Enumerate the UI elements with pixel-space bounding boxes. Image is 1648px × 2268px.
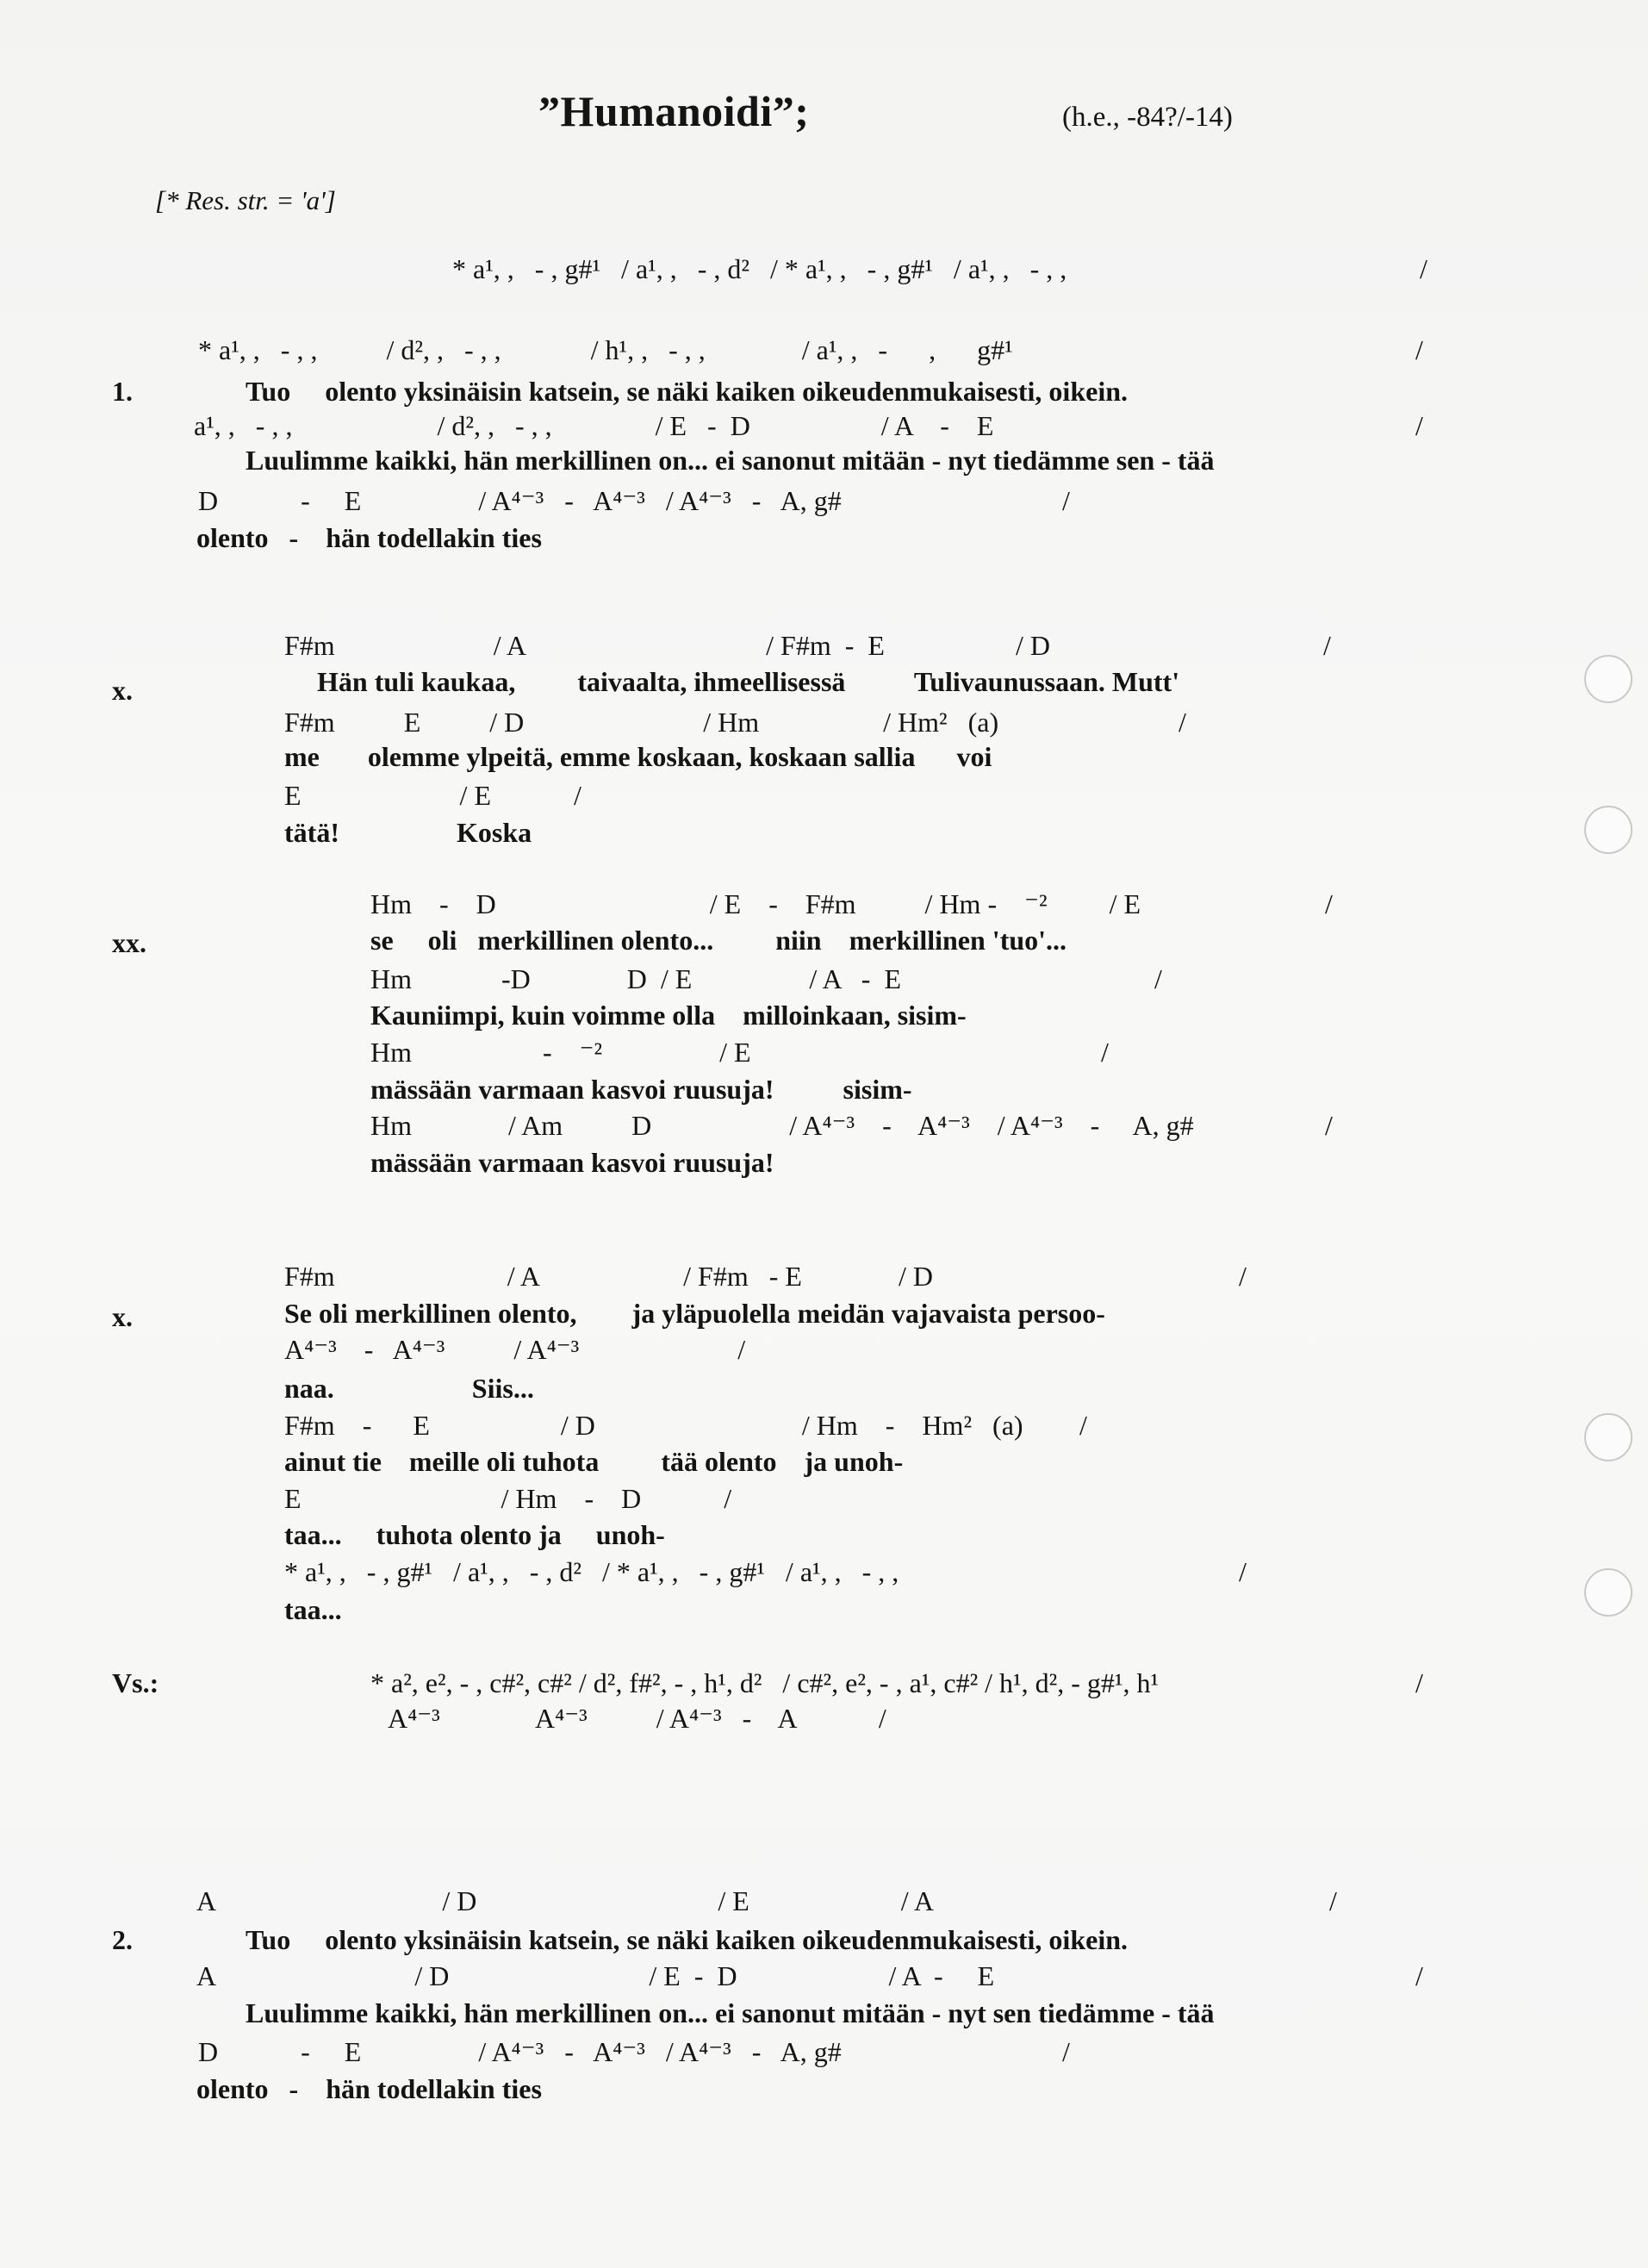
lyric-line: me olemme ylpeitä, emme koskaan, koskaan sallia voi [284,741,992,772]
lyric-line: Luulimme kaikki, hän merkillinen on... ei sanonut mitään - nyt sen tiedämme - tää [246,1997,1215,2028]
bar-line: / [1415,1960,1423,1991]
lyric-line: Kauniimpi, kuin voimme olla milloinkaan, sisim- [370,1000,967,1031]
bar-line: / [1415,410,1423,441]
chord-line: Hm -D D / E / A - E [370,963,901,994]
bar-line: / [1062,485,1070,516]
bar-line: / [1323,630,1331,661]
binder-hole [1584,1413,1632,1461]
chord-line: E / E / [284,780,581,811]
bar-line: / [1178,707,1186,738]
song-title: ”Humanoidi”; [538,87,810,135]
chord-line: A / D / E - D / A - E [196,1960,995,1991]
resonance-note: [* Res. str. = 'a'] [155,185,336,215]
song-credit: (h.e., -84?/-14) [1062,102,1233,133]
section-label: x. [112,1301,133,1332]
chord-line: F#m / A / F#m - E / D [284,630,1050,661]
section-label: x. [112,675,133,706]
lyric-line: Tuo olento yksinäisin katsein, se näki kaiken oikeudenmukaisesti, oikein. [246,376,1128,407]
bar-line: / [1101,1037,1109,1068]
binder-hole [1584,1568,1632,1617]
chord-line: Hm - ⁻² / E [370,1037,751,1068]
chord-line: D - E / A⁴⁻³ - A⁴⁻³ / A⁴⁻³ - A, g# [198,485,842,516]
chord-line: A⁴⁻³ - A⁴⁻³ / A⁴⁻³ / [284,1334,746,1365]
lyric-line: olento - hän todellakin ties [196,522,542,553]
bar-line: / [1329,1885,1337,1916]
chord-line: A⁴⁻³ A⁴⁻³ / A⁴⁻³ - A / [388,1703,886,1734]
chord-line: * a¹, , - , g#¹ / a¹, , - , d² / * a¹, , - , g#¹ / a¹, , - , , [284,1556,899,1587]
chord-line: F#m E / D / Hm / Hm² (a) [284,707,999,738]
chord-line: D - E / A⁴⁻³ - A⁴⁻³ / A⁴⁻³ - A, g# [198,2036,842,2067]
bar-line: / [1325,888,1333,919]
chord-line: F#m - E / D / Hm - Hm² (a) [284,1410,1023,1441]
chord-line: a¹, , - , , / d², , - , , / E - D / A - E [194,410,994,441]
chord-line: Hm - D / E - F#m / Hm - ⁻² / E [370,888,1141,919]
lyric-line: Hän tuli kaukaa, taivaalta, ihmeellisessä Tulivaunussaan. Mutt' [317,666,1180,697]
section-label: 1. [112,376,133,407]
bar-line: / [1079,1410,1087,1441]
binder-hole [1584,806,1632,854]
section-label: xx. [112,927,146,958]
chord-line: F#m / A / F#m - E / D [284,1261,933,1292]
bar-line: / [1062,2036,1070,2067]
lyric-line: olento - hän todellakin ties [196,2073,542,2104]
binder-hole [1584,655,1632,703]
chord-line: Hm / Am D / A⁴⁻³ - A⁴⁻³ / A⁴⁻³ - A, g# [370,1110,1194,1141]
section-label: Vs.: [112,1667,159,1698]
lyric-line: Luulimme kaikki, hän merkillinen on... ei sanonut mitään - nyt tiedämme sen - tää [246,445,1215,476]
bar-line: / [1325,1110,1333,1141]
bar-line: / [1154,963,1162,994]
bar-line: / [1239,1556,1247,1587]
lyric-line: taa... [284,1594,342,1625]
lyric-line: mässään varmaan kasvoi ruusuja! sisim- [370,1074,912,1105]
lyric-line: taa... tuhota olento ja unoh- [284,1519,665,1550]
lyric-line: Tuo olento yksinäisin katsein, se näki kaiken oikeudenmukaisesti, oikein. [246,1924,1128,1955]
lyric-line: naa. Siis... [284,1373,534,1404]
section-label: 2. [112,1924,133,1955]
bar-line: / [1239,1261,1247,1292]
lyric-line: ainut tie meille oli tuhota tää olento ja unoh- [284,1446,904,1477]
bar-line: / [1420,253,1427,284]
lyric-line: tätä! Koska [284,817,532,848]
intro-line: * a¹, , - , g#¹ / a¹, , - , d² / * a¹, , - , g#¹ / a¹, , - , , [452,253,1067,284]
chord-line: A / D / E / A [196,1885,935,1916]
lyric-line: mässään varmaan kasvoi ruusuja! [370,1147,774,1178]
intro-line: * a¹, , - , , / d², , - , , / h¹, , - , , / a¹, , - , g#¹ [198,334,1013,365]
interlude-line: * a², e², - , c#², c#² / d², f#², - , h¹, d² / c#², e², - , a¹, c#² / h¹, d², - g#¹, h¹ [370,1667,1160,1698]
lyric-line: Se oli merkillinen olento, ja yläpuolella meidän vajavaista persoo- [284,1298,1105,1329]
bar-line: / [1415,334,1423,365]
chord-line: E / Hm - D / [284,1483,732,1514]
lyric-line: se oli merkillinen olento... niin merkillinen 'tuo'... [370,925,1067,956]
bar-line: / [1415,1667,1423,1698]
